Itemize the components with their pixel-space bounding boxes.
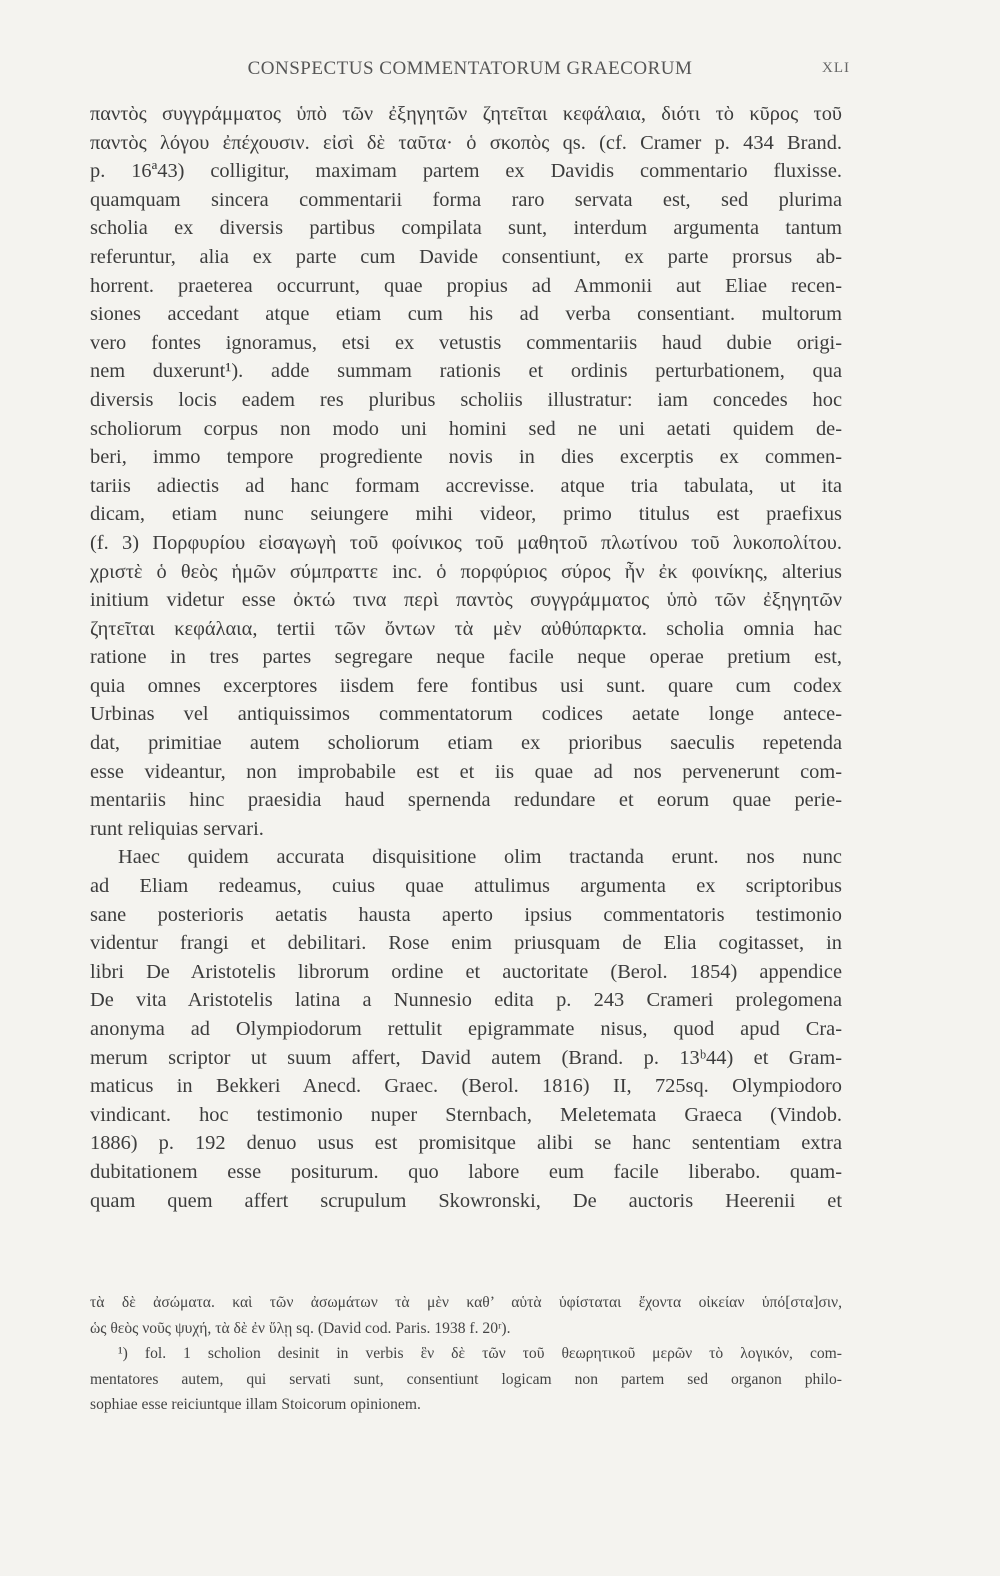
text-line: sane posterioris aetatis hausta aperto ipsius commentatoris testimonio [90, 903, 842, 926]
page-number: XLI [822, 60, 850, 76]
text-line: merum scriptor ut suum affert, David autem (Brand. p. 13ᵇ44) et Gram- [90, 1046, 842, 1069]
text-line: diversis locis eadem res pluribus scholiis illustratur: iam concedes hoc [90, 388, 842, 411]
text-line: χριστὲ ὁ θεὸς ἡμῶν σύμπραττε inc. ὁ πορφύριος σύρος ἦν ἐκ φοινίκης, alterius [90, 560, 842, 583]
footnote-line: sophiae esse reiciuntque illam Stoicorum opinionem. [90, 1396, 421, 1413]
text-line: beri, immo tempore progrediente novis in dies excerptis ex commen- [90, 446, 842, 469]
text-line: quia omnes excerptores iisdem fere fontibus usi sunt. quare cum codex [90, 674, 842, 697]
text-line: siones accedant atque etiam cum his ad verba consentiant. multorum [90, 303, 842, 326]
text-line: vero fontes ignoramus, etsi ex vetustis commentariis haud dubie origi- [90, 331, 842, 354]
text-line: dubitationem esse positurum. quo labore eum facile liberabo. quam- [90, 1160, 842, 1183]
text-line: dicam, etiam nunc seiungere mihi videor, primo titulus est praefixus [90, 503, 842, 526]
text-line: videntur frangi et debilitari. Rose enim priusquam de Elia cogitasset, in [90, 932, 842, 955]
running-title: CONSPECTUS COMMENTATORUM GRAECORUM [247, 58, 693, 79]
text-line: runt reliquias servari. [90, 817, 264, 840]
text-line: initium videtur esse ὀκτώ τινα περὶ παντὸς συγγράμματος ὑπὸ τῶν ἐξηγητῶν [90, 589, 842, 612]
footnote-line: ὡς θεὸς νοῦς ψυχή, τὰ δὲ ἐν ὕλῃ sq. (David cod. Paris. 1938 f. 20ʳ). [90, 1319, 511, 1337]
text-line: quamquam sincera commentarii forma raro servata est, sed plurima [90, 188, 842, 211]
text-line: παντὸς συγγράμματος ὑπὸ τῶν ἐξηγητῶν ζητεῖται κεφάλαια, διότι τὸ κῦρος τοῦ [90, 103, 842, 125]
text-line: παντὸς λόγου ἐπέχουσιν. εἰσὶ δὲ ταῦτα· ὁ σκοπὸς qs. (cf. Cramer p. 434 Brand. [90, 131, 842, 154]
footnote-line: τὰ δὲ ἀσώματα. καὶ τῶν ἀσωμάτων τὰ μὲν καθ’ αὑτὰ ὑφίσταται ἔχοντα οἰκείαν ὑπό[στα]σιν, [90, 1294, 842, 1311]
text-line: (f. 3) Πορφυρίου εἰσαγωγὴ τοῦ φοίνικος τοῦ μαθητοῦ πλωτίνου τοῦ λυκοπολίτου. [90, 531, 842, 554]
text-line: ζητεῖται κεφάλαια, tertii τῶν ὄντων τὰ μὲν αὐθύπαρκτα. scholia omnia hac [90, 617, 842, 640]
text-line: nem duxerunt¹). adde summam rationis et ordinis perturbationem, qua [90, 360, 842, 383]
text-line: 1886) p. 192 denuo usus est promisitque alibi se hanc sententiam extra [90, 1132, 842, 1155]
text-line: horrent. praeterea occurrunt, quae propius ad Ammonii aut Eliae recen- [90, 274, 842, 297]
running-head [90, 58, 850, 88]
text-line: dat, primitiae autem scholiorum etiam ex prioribus saeculis repetenda [90, 732, 842, 755]
text-line: p. 16ª43) colligitur, maximam partem ex Davidis commentario fluxisse. [90, 160, 842, 183]
text-line: maticus in Bekkeri Anecd. Graec. (Berol. 1816) II, 725sq. Olympiodoro [90, 1075, 842, 1098]
text-line: esse videantur, non improbabile est et iis quae ad nos pervenerunt com- [90, 760, 842, 783]
text-line: referuntur, alia ex parte cum Davide consentiunt, ex parte prorsus ab- [90, 245, 842, 268]
text-line: libri De Aristotelis librorum ordine et auctoritate (Berol. 1854) appendice [90, 960, 842, 983]
text-line: ad Eliam redeamus, cuius quae attulimus argumenta ex scriptoribus [90, 875, 842, 898]
text-line: Haec quidem accurata disquisitione olim tractanda erunt. nos nunc [118, 846, 842, 869]
text-line: quam quem affert scrupulum Skowronski, De auctoris Heerenii et [90, 1189, 842, 1212]
text-line: anonyma ad Olympiodorum rettulit epigrammate nisus, quod apud Cra- [90, 1018, 842, 1040]
text-line: vindicant. hoc testimonio nuper Sternbach, Meletemata Graeca (Vindob. [90, 1103, 842, 1126]
footnotes [90, 1290, 842, 1418]
text-line: tariis adiectis ad hanc formam accrevisse. atque tria tabulata, ut ita [90, 474, 842, 497]
text-line: scholia ex diversis partibus compilata sunt, interdum argumenta tantum [90, 217, 842, 240]
footnote-line: mentatores autem, qui servati sunt, consentiunt logicam non partem sed organon philo- [90, 1370, 842, 1388]
text-line: scholiorum corpus non modo uni homini sed ne uni aetati quidem de- [90, 417, 842, 440]
body-text [90, 100, 842, 1215]
text-line: Urbinas vel antiquissimos commentatorum codices aetate longe antece- [90, 703, 842, 726]
text-line: mentariis hinc praesidia haud spernenda redundare et eorum quae perie- [90, 789, 842, 812]
text-line: ratione in tres partes segregare neque facile neque operae pretium est, [90, 646, 842, 669]
footnote-line: ¹) fol. 1 scholion desinit in verbis ἓν δὲ τῶν τοῦ θεωρητικοῦ μερῶν τὸ λογικόν, com- [118, 1345, 842, 1362]
text-line: De vita Aristotelis latina a Nunnesio edita p. 243 Crameri prolegomena [90, 989, 842, 1012]
